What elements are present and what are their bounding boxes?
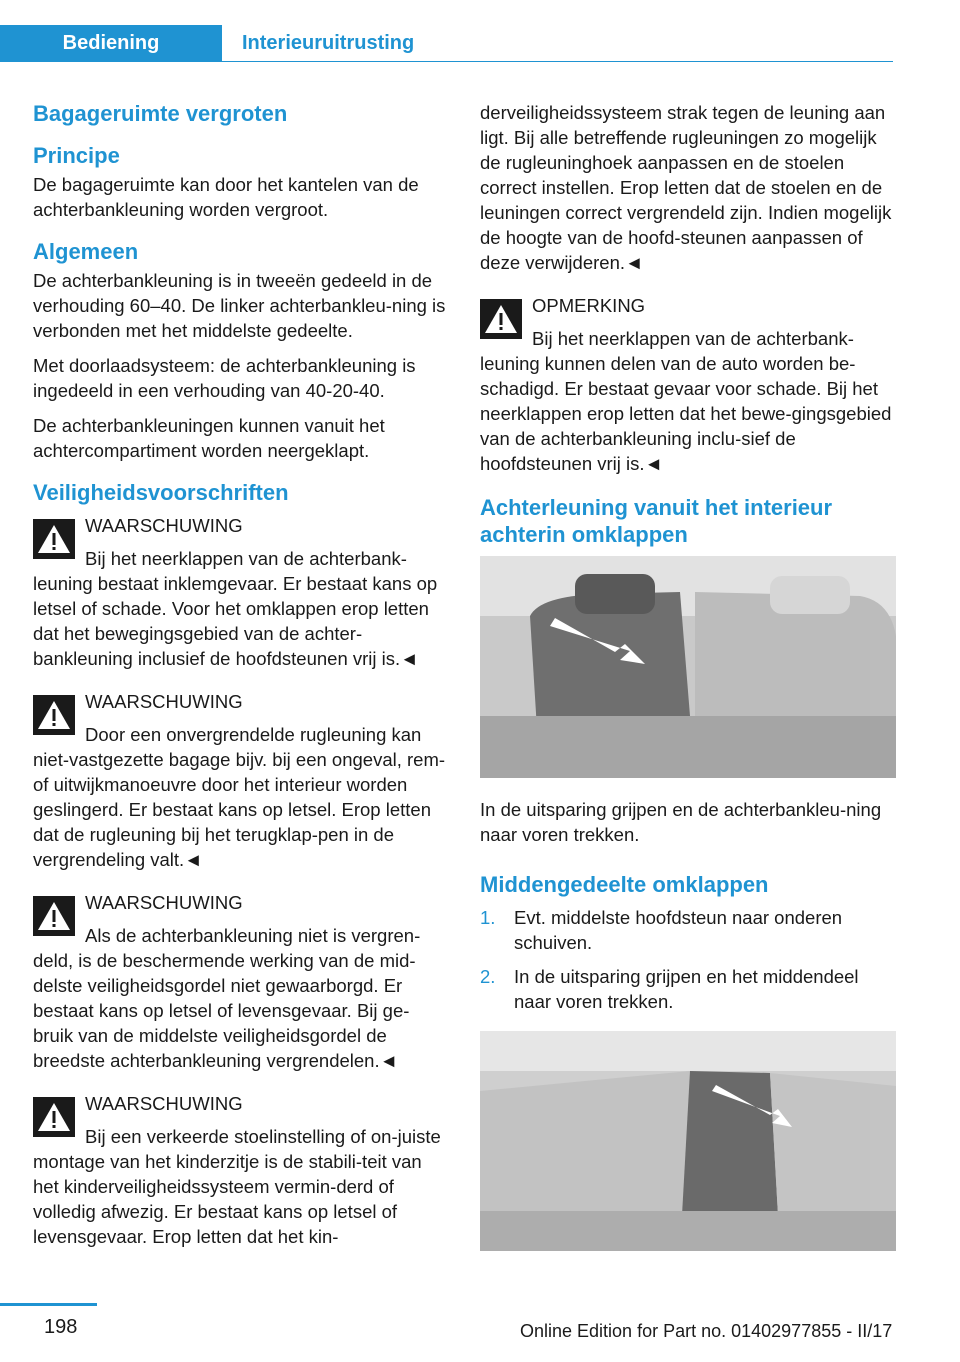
warning-title: WAARSCHUWING: [85, 1093, 243, 1114]
warning-block: [33, 513, 449, 671]
tab-bediening[interactable]: Bediening: [0, 25, 222, 61]
warning-triangle-icon: [33, 896, 75, 936]
algemeen-paragraph: De achterbankleuning is in tweeën gedeeld in de verhouding 60–40. De linker achterbankleu‐ning is verbonden met het middelste gedeelte.: [33, 270, 446, 341]
warning-title: WAARSCHUWING: [85, 892, 243, 913]
note-block: [480, 293, 896, 476]
warning-triangle-icon: [33, 1097, 75, 1137]
algemeen-heading: Algemeen: [33, 239, 139, 264]
veiligheid-heading: Veiligheidsvoorschriften: [33, 480, 289, 505]
page-number: 198: [44, 1316, 78, 1338]
warning-triangle-icon: [33, 695, 75, 735]
note-text: Bij het neerklappen van de achterbank‐leuning kunnen delen van de auto worden be‐schadigd. Er bestaat gevaar voor schade. Bij het neerklappen erop letten dat het bewe‐gingsgebied van de achterbankleuning inclu‐sief de hoofdsteunen vrij is.◄: [480, 328, 892, 474]
principe-heading: Principe: [33, 143, 120, 168]
header-tabs: [0, 25, 893, 62]
principe-text: De bagageruimte kan door het kantelen van de achterbankleuning worden vergroot.: [33, 174, 419, 220]
note-title: OPMERKING: [532, 295, 646, 316]
rear-seat-photo: [480, 556, 896, 778]
steps-list: [480, 905, 896, 1014]
step-text: In de uitsparing grijpen en het middendeel naar voren trekken.: [514, 966, 859, 1012]
caution-triangle-icon: [480, 299, 522, 339]
warning-title: WAARSCHUWING: [85, 691, 243, 712]
warning-text: Als de achterbankleuning niet is vergren‐deld, is de beschermende werking van de mid‐delste veiligheidsgordel niet gewaarborgd. Er bestaat kans op letsel of levensgevaar. Bij ge‐bruik van de middelste veiligheidsgordel de breedste achterbankleuning vergrendelen.◄: [33, 925, 421, 1071]
list-item: [480, 905, 896, 955]
right-column: [480, 100, 896, 1270]
algemeen-paragraph: De achterbankleuningen kunnen vanuit het achtercompartiment worden neergeklapt.: [33, 415, 385, 461]
warning-block: [33, 890, 449, 1073]
warning-text: Bij een verkeerde stoelinstelling of on‐juiste montage van het kinderzitje is de stabili‐teit van het kinderveiligheidssysteem vermin‐derd of volledig afwezig. Er bestaat kans op letsel of levensgevaar. Erop letten dat het kin‐: [33, 1126, 441, 1247]
algemeen-paragraph: Met doorlaadsysteem: de achterbankleuning is ingedeeld in een verhouding van 40‑20‑40.: [33, 355, 416, 401]
left-column: [33, 100, 449, 1267]
omklappen-text: In de uitsparing grijpen en de achterbankleu‐ning naar voren trekken.: [480, 799, 882, 845]
middle-section-photo: [480, 1031, 896, 1251]
tab-interieuruitrusting[interactable]: Interieuruitrusting: [242, 32, 415, 54]
warning-title: WAARSCHUWING: [85, 515, 243, 536]
step-number: 1.: [480, 907, 496, 928]
footer-accent-line: [0, 1303, 97, 1306]
warning-text: Bij het neerklappen van de achterbank‐leuning bestaat inklemgevaar. Er bestaat kans op letsel of schade. Voor het omklappen erop letten dat het bewegingsgebied van de achter‐bankleuning inclusief de hoofdsteunen vrij is.◄: [33, 548, 438, 669]
omklappen-heading: Achterleuning vanuit het interieur achterin omklappen: [480, 495, 833, 547]
warning-triangle-icon: [33, 519, 75, 559]
list-item: [480, 964, 896, 1014]
continued-text: derveiligheidssysteem strak tegen de leuning aan ligt. Bij alle betreffende rugleuningen zo mogelijk de rugleuninghoek aanpassen en de stoelen correct instellen. Erop letten dat de stoelen en de leuningen correct vergrendeld zijn. Indien mogelijk de hoogte van de hoofd‐steunen aanpassen of deze verwijderen.◄: [480, 102, 892, 273]
step-number: 2.: [480, 966, 496, 987]
warning-text: Door een onvergrendelde rugleuning kan niet-vastgezette bagage bijv. bij een ongeval, rem- of uitwijkmanoeuvre door het interieur worden geslingerd. Er bestaat kans op letsel. Erop letten dat de rugleuning bij het terugklap‐pen in de vergrendeling valt.◄: [33, 724, 446, 870]
warning-block: [33, 689, 449, 872]
section-title: Bagageruimte vergroten: [33, 101, 288, 126]
midden-heading: Middengedeelte omklappen: [480, 872, 769, 897]
warning-block: [33, 1091, 449, 1249]
edition-text: Online Edition for Part no. 01402977855 - II/17: [520, 1321, 893, 1341]
step-text: Evt. middelste hoofdsteun naar onderen schuiven.: [514, 907, 843, 953]
